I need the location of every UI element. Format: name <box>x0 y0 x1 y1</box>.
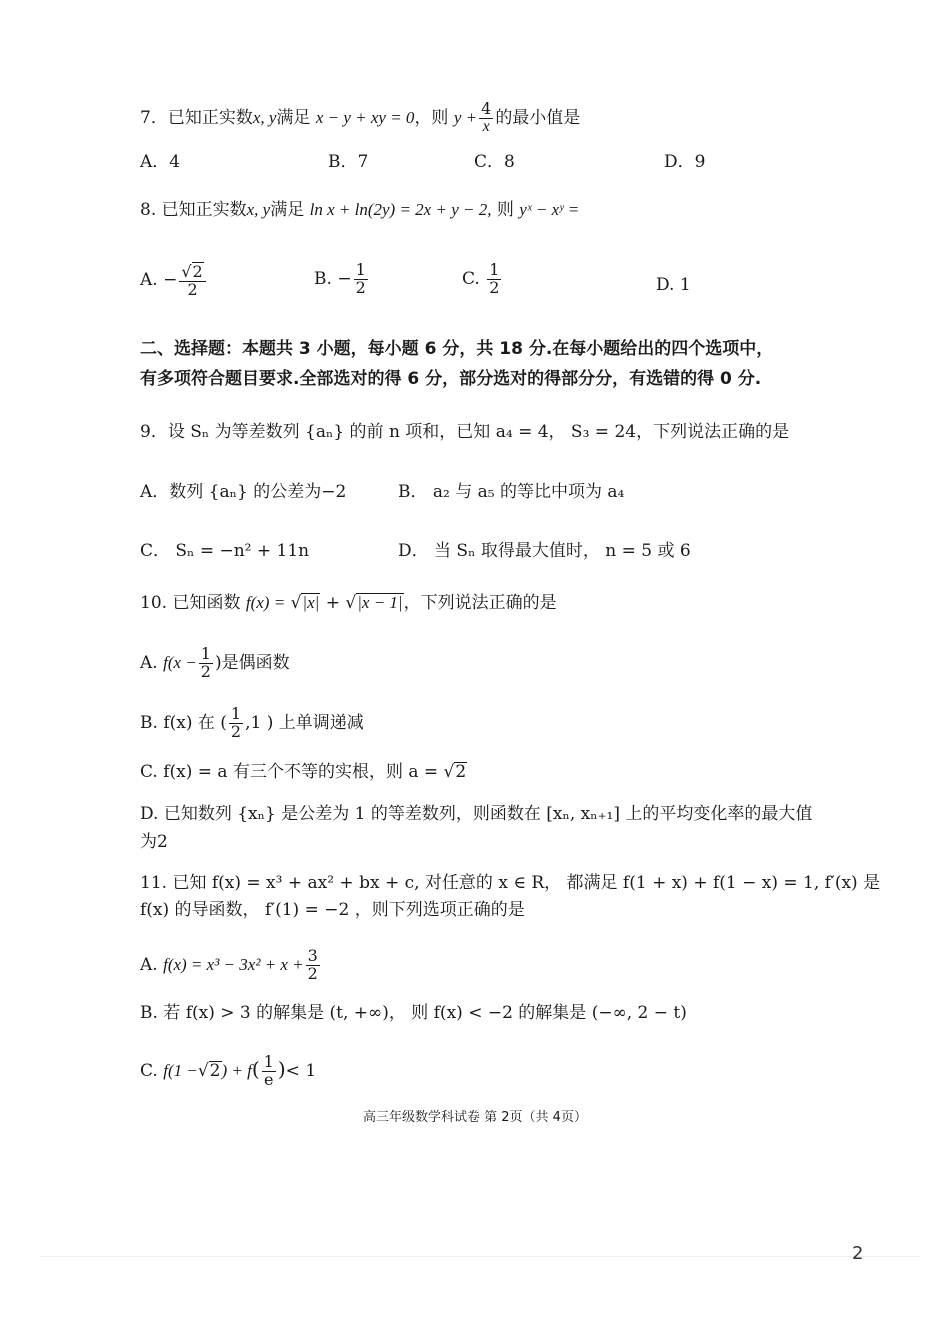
q10-plus: + <box>325 593 340 613</box>
q7-equation: x − y + xy = 0 <box>315 107 415 127</box>
q8-b-den: 2 <box>355 277 366 297</box>
page-number: 2 <box>852 1243 864 1264</box>
q10-b-num: 1 <box>230 704 242 723</box>
q11-c-rparen: ) <box>277 1056 286 1081</box>
q7-expr: y + <box>453 107 478 127</box>
q11-option-a <box>140 948 322 983</box>
q11-c-pre: f(1 − <box>163 1060 198 1080</box>
q9-option-a: A．数列 {aₙ} 的公差为−2 <box>140 482 347 502</box>
q7-option-c: C．8 <box>474 152 515 172</box>
q10-b-label: B. <box>140 712 158 733</box>
q10-option-c: C. f(x) = a 有三个不等的实根，则 a = √2 <box>140 762 467 782</box>
q7-option-a: A．4 <box>140 152 181 172</box>
q7-frac-num: 4 <box>481 99 492 118</box>
q8-a-rad: 2 <box>192 262 203 281</box>
q10-rad1: |x| <box>302 593 320 612</box>
q10-stem: 10. 已知函数 f(x) = √|x| + √|x − 1|，下列说法正确的是 <box>140 593 557 613</box>
q8-c-label: C. <box>462 268 480 289</box>
q10-a-post: )是偶函数 <box>214 652 290 673</box>
q8-a-label: A. <box>140 269 158 290</box>
q7-stem <box>140 101 580 136</box>
q10-option-d-line2: 为2 <box>140 832 168 852</box>
q8-a-sign: − <box>163 269 178 290</box>
page-divider <box>40 1256 920 1257</box>
q8-expr: yˣ − xʸ = <box>519 200 580 219</box>
q10-c-pre: f(x) = a 有三个不等的实根，则 a = <box>163 762 439 782</box>
q11-a-den: 2 <box>307 963 318 983</box>
q9-option-c: C． Sₙ = −n² + 11n <box>140 541 310 561</box>
q11-a-pre: f(x) = x³ − 3x² + x + <box>163 954 304 974</box>
q10-option-b <box>140 706 364 741</box>
q7-option-d: D．9 <box>664 152 706 172</box>
q11-stem-line1: 11. 已知 f(x) = x³ + ax² + bx + c, 对任意的 x ∈ R， 都满足 f(1 + x) + f(1 − x) = 1, f′(x) 是 <box>140 873 881 893</box>
q8-a-num: √2 <box>179 262 205 282</box>
q11-c-num: 1 <box>263 1052 274 1071</box>
section2-line1: 二、选择题：本题共 3 小题，每小题 6 分，共 18 分.在每小题给出的四个选项中， <box>140 339 774 359</box>
q8-option-b <box>314 262 370 297</box>
q8-a-frac <box>179 262 205 299</box>
q11-c-rad: 2 <box>209 1060 221 1081</box>
q8-option-c <box>462 262 503 297</box>
q8-prefix: 8. 已知正实数 <box>140 200 247 220</box>
q11-c-label: C. <box>140 1060 158 1081</box>
q9-stem: 9．设 Sₙ 为等差数列 {aₙ} 的前 n 项和，已知 a₄ = 4， S₃ = 24，下列说法正确的是 <box>140 422 790 442</box>
q10-b-den: 2 <box>230 721 242 741</box>
q10-a-pre: f(x − <box>163 652 197 672</box>
q7-fraction <box>479 101 493 136</box>
q11-c-mid: ) + f <box>221 1060 252 1080</box>
page-footer: 高三年级数学科试卷 第 2页（共 4页） <box>363 1110 587 1125</box>
q10-a-num: 1 <box>200 644 211 663</box>
q10-a-den: 2 <box>200 661 211 681</box>
q10-a-frac <box>199 646 213 681</box>
q9-option-b: B． a₂ 与 a₅ 的等比中项为 a₄ <box>398 482 625 502</box>
q11-stem-line2: f(x) 的导函数， f′(1) = −2 ，则下列选项正确的是 <box>140 900 525 920</box>
q8-option-a <box>140 262 208 299</box>
q8-option-d: D. 1 <box>656 275 691 295</box>
q11-option-b: B. 若 f(x) > 3 的解集是 (t, +∞)， 则 f(x) < −2 的解集是 (−∞, 2 − t) <box>140 1003 687 1023</box>
q7-prefix: 7．已知正实数 <box>140 107 253 128</box>
q10-c-rad: 2 <box>455 762 467 782</box>
q9-option-d: D． 当 Sₙ 取得最大值时， n = 5 或 6 <box>398 541 691 561</box>
q10-suffix: ，下列说法正确的是 <box>403 593 557 613</box>
q10-option-a <box>140 646 290 681</box>
q8-c-frac <box>487 262 501 297</box>
q7-option-b: B．7 <box>328 152 369 172</box>
q11-c-post: < 1 <box>285 1060 317 1081</box>
q7-vars: x, y <box>252 107 277 127</box>
q7-then: ，则 <box>414 107 449 128</box>
q8-c-den: 2 <box>489 277 500 297</box>
q10-fx: f(x) = <box>245 593 286 612</box>
q11-c-den: e <box>264 1069 274 1089</box>
q8-b-num: 1 <box>355 260 366 279</box>
q8-b-label: B. <box>314 268 332 289</box>
q8-a-den: 2 <box>187 279 198 299</box>
q11-a-frac <box>306 948 320 983</box>
q11-c-frac <box>262 1054 276 1089</box>
q10-rad2: |x − 1| <box>357 593 403 612</box>
section2-line2: 有多项符合题目要求.全部选对的得 6 分，部分选对的得部分分，有选错的得 0 分. <box>140 369 762 389</box>
q10-b-frac <box>229 706 243 741</box>
q8-vars: x, y <box>246 200 271 219</box>
q10-option-d-line1: D. 已知数列 {xₙ} 是公差为 1 的等差数列，则函数在 [xₙ, xₙ₊₁] 上的平均变化率的最大值 <box>140 804 813 824</box>
q11-c-lparen: ( <box>251 1056 260 1081</box>
q10-b-pre: f(x) 在 ( <box>163 712 227 733</box>
q8-equation: ln x + ln(2y) = 2x + y − 2, <box>309 200 492 219</box>
q10-b-post: ,1 ) 上单调递减 <box>245 712 364 733</box>
q8-mid: 满足 <box>270 200 305 220</box>
q11-a-label: A. <box>140 954 158 975</box>
q8-b-frac <box>354 262 368 297</box>
q11-a-num: 3 <box>307 946 318 965</box>
q7-frac-den: x <box>482 117 490 135</box>
q10-c-label: C. <box>140 762 158 782</box>
q7-mid: 满足 <box>276 107 311 128</box>
q7-suffix: 的最小值是 <box>495 107 581 128</box>
q8-then: 则 <box>496 200 514 220</box>
q8-b-sign: − <box>337 268 352 289</box>
q11-option-c: C. f(1 −√2) + f( $\frac{1}{e}$ )< 1 <box>140 1052 317 1089</box>
q10-a-label: A. <box>140 652 158 673</box>
q8-stem <box>140 198 579 222</box>
q10-prefix: 10. 已知函数 <box>140 593 241 613</box>
q8-c-num: 1 <box>489 260 500 279</box>
